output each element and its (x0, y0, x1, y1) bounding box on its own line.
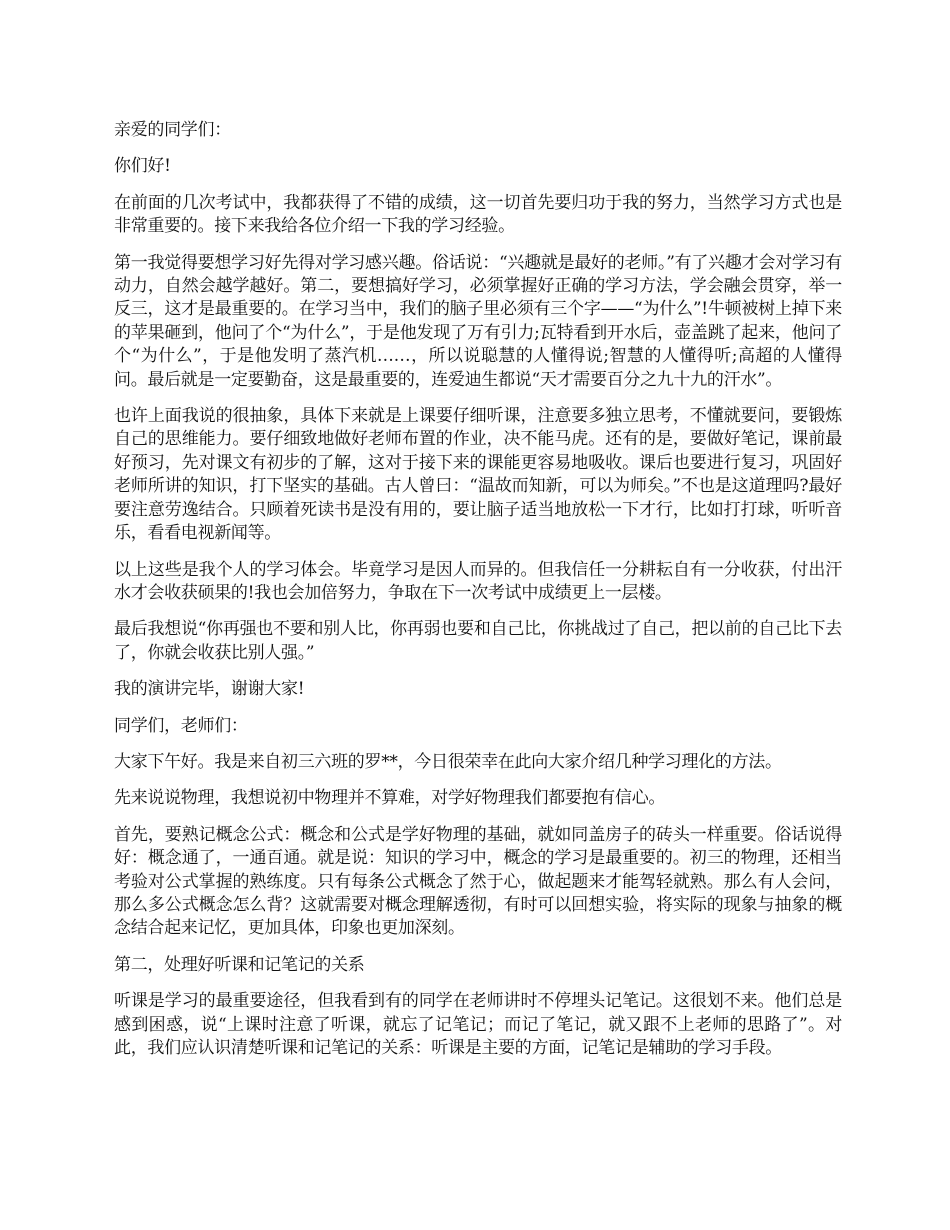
paragraph-self-intro: 大家下午好。我是来自初三六班的罗**，今日很荣幸在此向大家介绍几种学习理化的方法。 (114, 751, 782, 772)
paragraph-intro: 在前面的几次考试中，我都获得了不错的成绩，这一切首先要归功于我的努力，当然学习方式也是非常重要的。接下来我给各位介绍一下我的学习经验。 (114, 192, 842, 237)
salutation-classmates: 亲爱的同学们： (114, 120, 231, 140)
paragraph-summary: 以上这些是我个人的学习体会。毕竟学习是因人而异的。但我信任一分耕耘自有一分收获，付出汗水才会收获硕果的!我也会加倍努力，争取在下一次考试中成绩更上一层楼。 (114, 559, 842, 603)
section-heading-listening-notes: 第二，处理好听课和记笔记的关系 (114, 954, 365, 975)
greeting: 你们好! (114, 156, 171, 177)
paragraph-thanks: 我的演讲完毕，谢谢大家! (114, 679, 305, 700)
paragraph-interest-method: 第一我觉得要想学习好先得对学习感兴趣。俗话说：“兴趣就是最好的老师。”有了兴趣才会对学习有动力，自然会越学越好。第二，要想搞好学习，必须掌握好正确的学习方法，学会融会贯穿，举一反三，这才是最重要的。在学习当中，我们的脑子里必须有三个字——“为什么”!牛顿被树上掉下来的苹果砸到，他问了个“为什么”，于是他发现了万有引力;瓦特看到开水后，壶盖跳了起来，他问了个“为什么”，于是他发明了蒸汽机……，所以说聪慧的人懂得说;智慧的人懂得听;高超的人懂得问。最后就是一定要勤奋，这是最重要的，连爱迪生都说“天才需要百分之九十九的汗水”。 (114, 252, 842, 390)
paragraph-closing-quote: 最后我想说“你再强也不要和别人比，你再弱也要和自己比，你挑战过了自己，把以前的自己比下去了，你就会收获比别人强。” (114, 619, 842, 663)
salutation-students-teachers: 同学们，老师们： (114, 715, 248, 736)
paragraph-class-habits: 也许上面我说的很抽象，具体下来就是上课要仔细听课，注意要多独立思考，不懂就要问，要锻炼自己的思维能力。要仔细致地做好老师布置的作业，决不能马虎。还有的是，要做好笔记，课前最好预习，先对课文有初步的了解，这对于接下来的课能更容易地吸收。课后也要进行复习，巩固好老师所讲的知识，打下坚实的基础。古人曾曰：“温故而知新，可以为师矣。”不也是这道理吗?最好要注意劳逸结合。只顾着死读书是没有用的，要让脑子适当地放松一下才行，比如打打球，听听音乐，看看电视新闻等。 (114, 406, 842, 544)
document-body (114, 119, 842, 1073)
paragraph-listening-notes: 听课是学习的最重要途径，但我看到有的同学在老师讲时不停埋头记笔记。这很划不来。他们总是感到困惑，说“上课时注意了听课，就忘了记笔记；而记了笔记，就又跟不上老师的思路了”。对此，我们应认识清楚听课和记笔记的关系：听课是主要的方面，记笔记是辅助的学习手段。 (114, 991, 842, 1058)
paragraph-physics-intro: 先来说说物理，我想说初中物理并不算难，对学好物理我们都要抱有信心。 (114, 788, 666, 809)
paragraph-concepts-formulas: 首先，要熟记概念公式：概念和公式是学好物理的基础，就如同盖房子的砖头一样重要。俗话说得好：概念通了，一通百通。就是说：知识的学习中，概念的学习是最重要的。初三的物理，还相当考验对公式掌握的熟练度。只有每条公式概念了然于心，做起题来才能驾轻就熟。那么有人会问，那么多公式概念怎么背？这就需要对概念理解透彻，有时可以回想实验，将实际的现象与抽象的概念结合起来记忆，更加具体，印象也更加深刻。 (114, 824, 842, 939)
